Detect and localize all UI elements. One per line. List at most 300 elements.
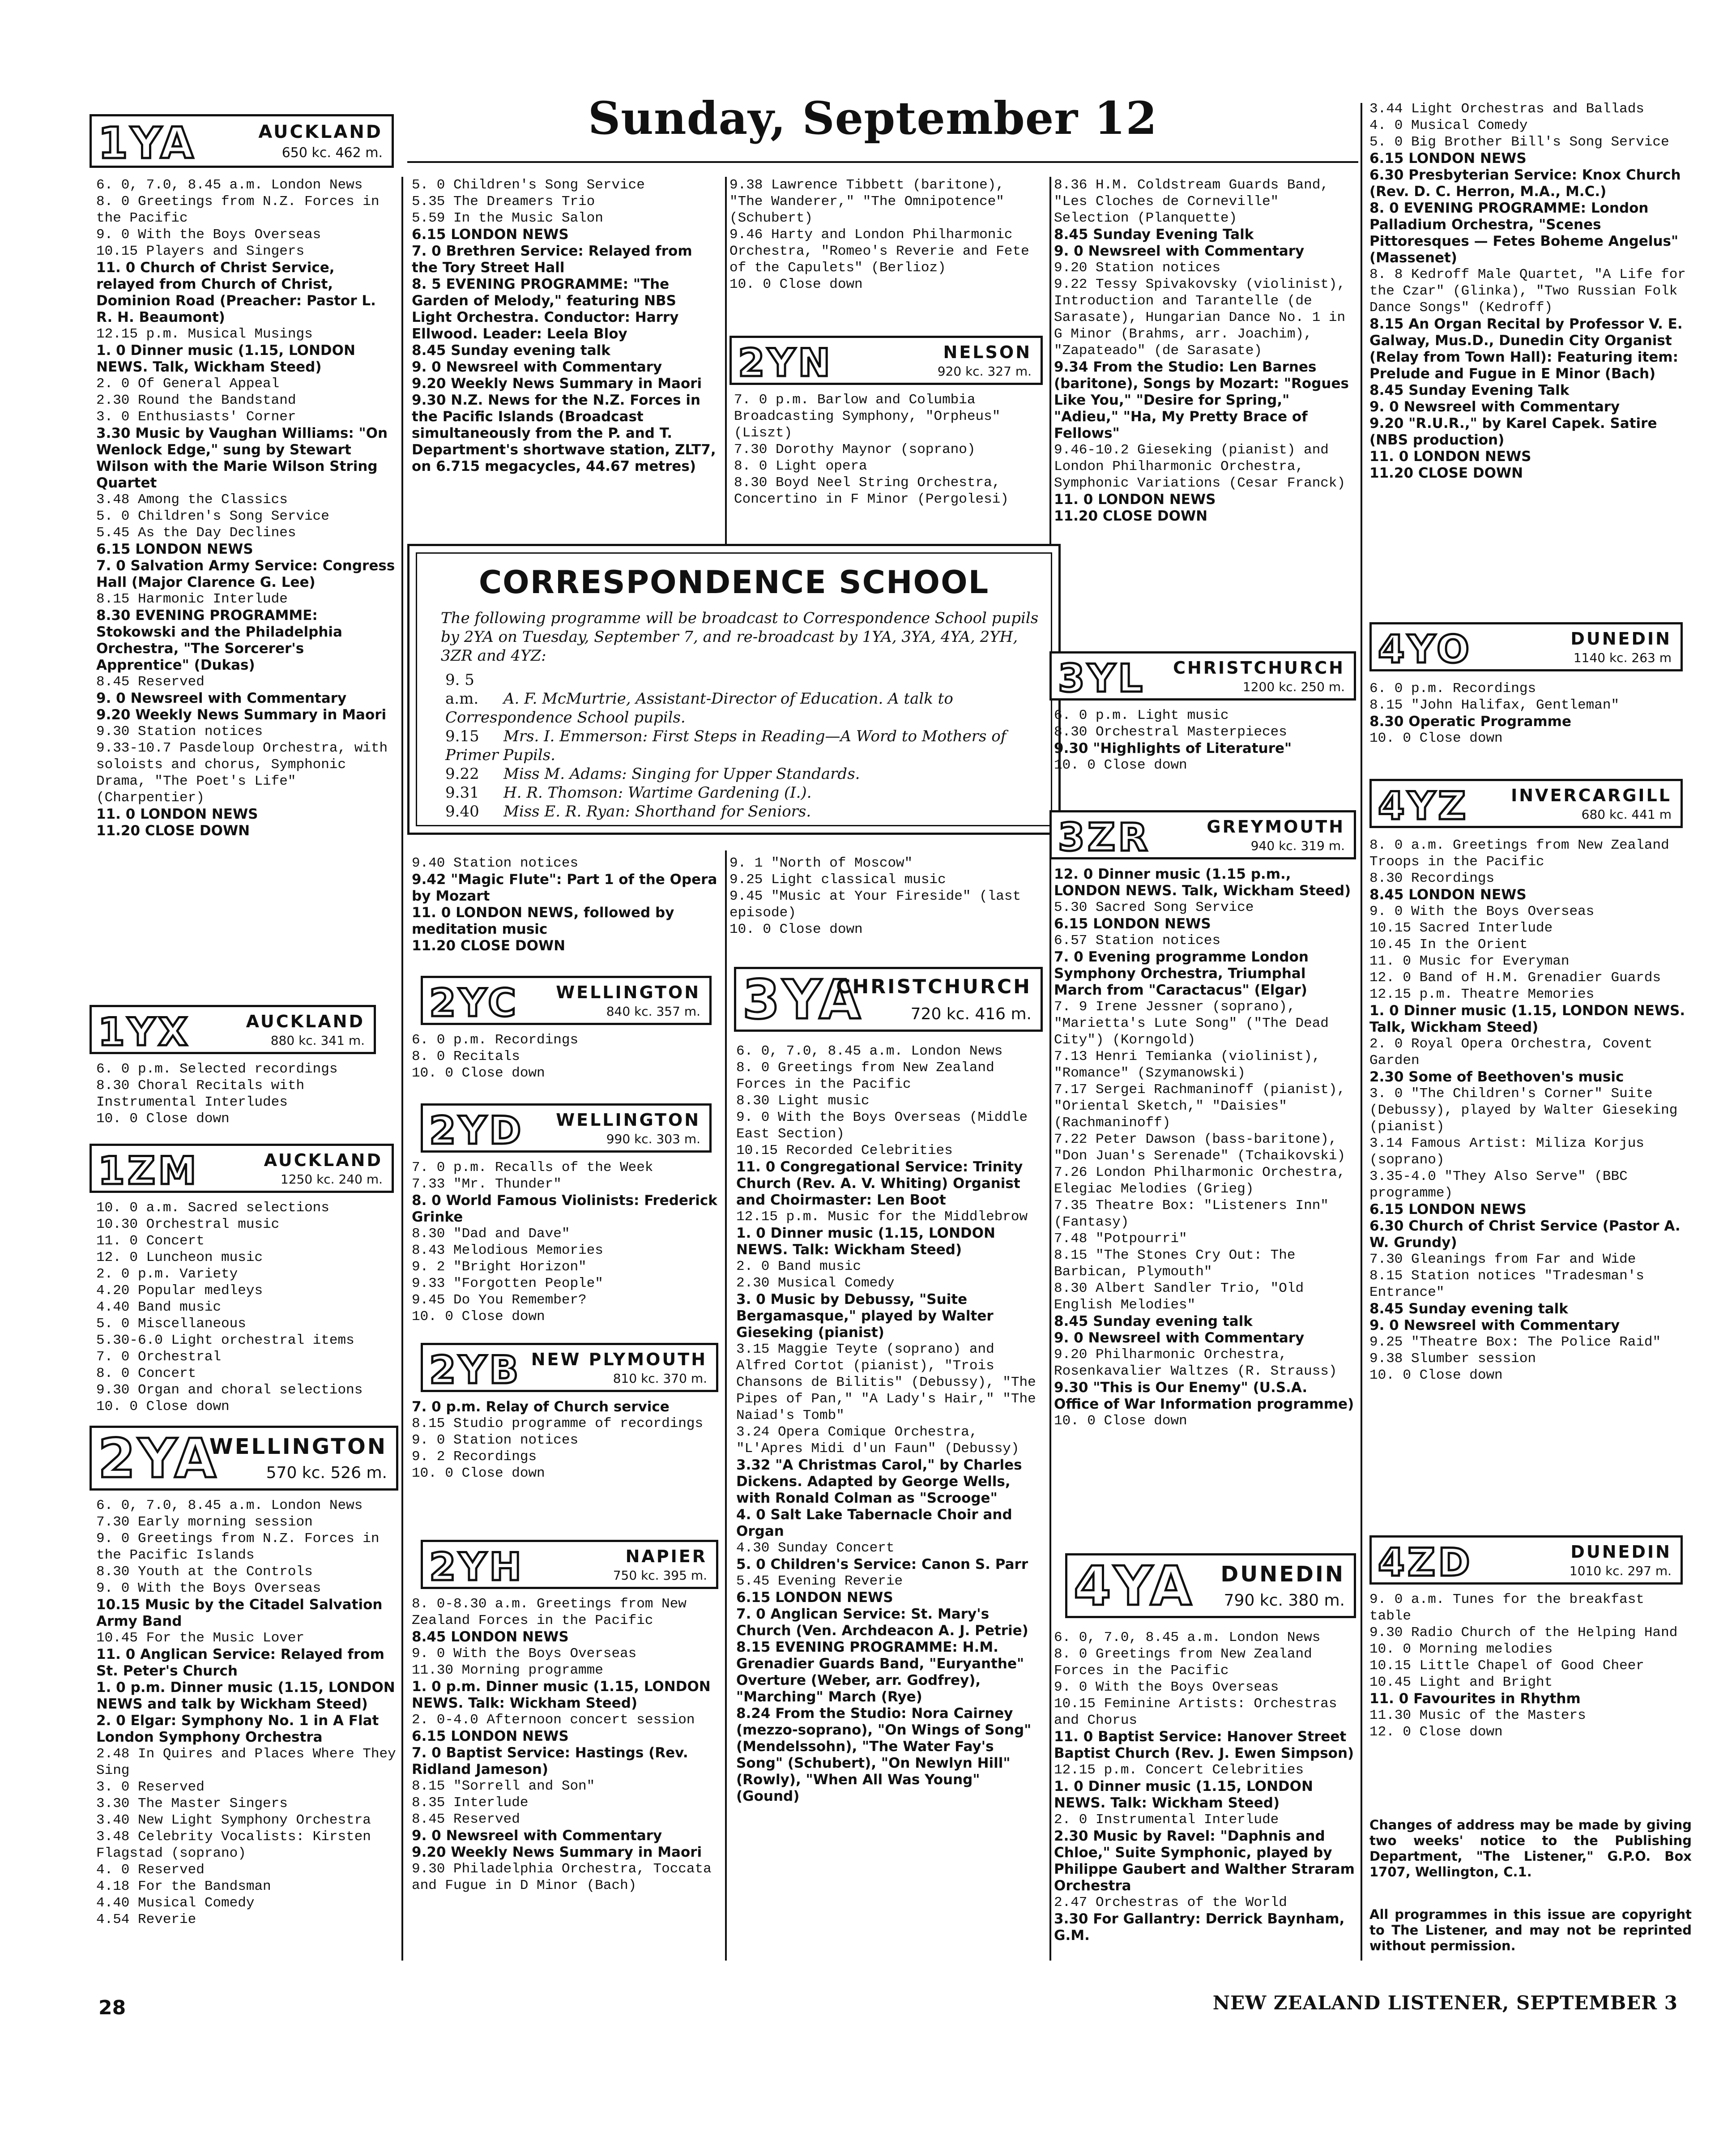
program-item: 9.25 Light classical music: [729, 872, 946, 888]
program-item: 6. 0 p.m. Light music: [1054, 708, 1229, 723]
program-item: 8.15 An Organ Recital by Professor V. E. Galway, Mus.D., Dunedin City Organist (Relay from Town Hall): Featuring item: Prelude and Fugue in E Minor (Bach): [1369, 316, 1683, 382]
program-item: 8.45 Reserved: [412, 1812, 520, 1827]
station-frequency: 570 kc. 526 m.: [266, 1464, 387, 1482]
program-item: 7. 0 p.m. Relay of Church service: [412, 1399, 670, 1415]
program-item: 2.47 Orchestras of the World: [1054, 1895, 1287, 1910]
program-item: 9. 0 Newsreel with Commentary: [1054, 1330, 1305, 1346]
program-item: 11. 0 Concert: [96, 1233, 205, 1249]
program-item: 9. 0 Newsreel with Commentary: [1369, 399, 1620, 415]
program-item: 2. 0 p.m. Variety: [96, 1266, 238, 1282]
program-item: 6.30 Presbyterian Service: Knox Church (Rev. D. C. Herron, M.A., M.C.): [1369, 167, 1681, 200]
program-item: 9.20 Weekly News Summary in Maori: [412, 1844, 702, 1860]
program-item: 10. 0 Close down: [412, 1065, 545, 1081]
correspondence-text: Mrs. I. Emmerson: First Steps in Reading—A Word to Mothers of Primer Pupils.: [445, 727, 1007, 764]
station-city: AUCKLAND: [264, 1150, 383, 1170]
program-item: 9.38 Lawrence Tibbett (baritone), "The Wanderer," "The Omnipotence" (Schubert): [729, 177, 1004, 226]
program-item: 5.30 Sacred Song Service: [1054, 900, 1254, 915]
program-item: 8. 0 a.m. Greetings from New Zealand Troops in the Pacific: [1369, 837, 1669, 870]
station-city: CHRISTCHURCH: [836, 975, 1032, 998]
program-item: 10. 0 Close down: [729, 277, 863, 292]
program-list-4ya-continued: [1369, 101, 1692, 482]
program-item: 10.15 Feminine Artists: Orchestras and Chorus: [1054, 1696, 1337, 1728]
program-list-3yl: [1054, 707, 1356, 773]
station-frequency: 810 kc. 370 m.: [613, 1371, 707, 1386]
program-item: 7. 0 Brethren Service: Relayed from the Tory Street Hall: [412, 243, 692, 276]
program-item: 9.45 "Music at Your Fireside" (last episode): [729, 889, 1021, 921]
program-item: 8.45 Sunday evening talk: [1369, 1301, 1568, 1317]
page-title: Sunday, September 12: [588, 92, 1158, 145]
program-list-1yx: [96, 1061, 396, 1127]
header-rule: [407, 161, 1358, 163]
program-item: 10.45 In the Orient: [1369, 937, 1528, 953]
program-item: 11. 0 LONDON NEWS: [1369, 449, 1531, 465]
program-item: 9. 0 With the Boys Overseas (Middle East Section): [736, 1110, 1028, 1142]
station-callsign: 4YA: [1074, 1555, 1194, 1618]
program-item: 10. 0 a.m. Sacred selections: [96, 1200, 329, 1216]
program-item: 7.33 "Mr. Thunder": [412, 1176, 562, 1192]
program-item: 5.45 Evening Reverie: [736, 1573, 903, 1589]
station-callsign: 2YD: [429, 1108, 524, 1153]
program-item: 8.30 Orchestral Masterpieces: [1054, 724, 1287, 740]
program-item: 9.30 Radio Church of the Helping Hand: [1369, 1625, 1678, 1641]
program-item: 3. 0 Reserved: [96, 1779, 205, 1795]
program-item: 3.24 Opera Comique Orchestra, "L'Apres Midi d'un Faun" (Debussy): [736, 1424, 1019, 1457]
program-item: 6. 0, 7.0, 8.45 a.m. London News: [1054, 1630, 1321, 1645]
copyright-notice: All programmes in this issue are copyright to The Listener, and may not be reprinted without permission.: [1369, 1907, 1692, 1953]
program-item: 3.30 Music by Vaughan Williams: "On Wenlock Edge," sung by Stewart Wilson with the Marie Wilson String Quartet: [96, 425, 388, 491]
program-item: 9. 0 With the Boys Overseas: [1054, 1679, 1279, 1695]
program-item: 9.20 "R.U.R.," by Karel Capek. Satire (NBS production): [1369, 415, 1657, 448]
program-item: 9.20 Weekly News Summary in Maori: [96, 707, 387, 723]
program-item: 8. 0 Greetings from N.Z. Forces in the Pacific: [96, 194, 380, 226]
station-header-4ya: [1065, 1553, 1356, 1618]
program-item: 8.45 Sunday evening talk: [1054, 1313, 1253, 1329]
program-item: 2.30 Round the Bandstand: [96, 393, 296, 408]
program-item: 9.34 From the Studio: Len Barnes (baritone), Songs by Mozart: "Rogues Like You," "Desire for Spring," "Adieu," "Ha, My Pretty Brace of Fellows": [1054, 359, 1349, 441]
program-item: 11. 0 Baptist Service: Hanover Street Baptist Church (Rev. J. Ewen Simpson): [1054, 1729, 1354, 1761]
program-item: 6.15 LONDON NEWS: [736, 1589, 893, 1606]
program-item: 2. 0-4.0 Afternoon concert session: [412, 1712, 695, 1728]
program-item: 3. 0 Music by Debussy, "Suite Bergamasque," played by Walter Gieseking (pianist): [736, 1291, 994, 1341]
station-callsign: 2YH: [429, 1545, 525, 1589]
program-item: 9. 0 With the Boys Overseas: [96, 1581, 321, 1596]
program-item: 3.44 Light Orchestras and Ballads: [1369, 101, 1644, 117]
program-item: 8. 0 World Famous Violinists: Frederick Grinke: [412, 1192, 717, 1225]
program-item: 9.30 Philadelphia Orchestra, Toccata and Fugue in D Minor (Bach): [412, 1861, 712, 1893]
program-item: 10. 0 Close down: [1054, 1413, 1187, 1429]
program-item: 11. 0 Music for Everyman: [1369, 953, 1570, 969]
program-item: 4.18 For the Bandsman: [96, 1879, 271, 1894]
program-item: 1. 0 Dinner music (1.15, LONDON NEWS. Talk, Wickham Steed): [1369, 1003, 1685, 1035]
program-item: 9. 0 Newsreel with Commentary: [1369, 1317, 1620, 1333]
correspondence-item: [445, 802, 1041, 821]
program-item: 9.22 Tessy Spivakovsky (violinist), Introduction and Tarantelle (de Sarasate), Hungarian Dance No. 1 in G Minor (Brahms, arr. Joachim), "Zapateado" (de Sarasate): [1054, 277, 1346, 359]
program-item: 6. 0 p.m. Selected recordings: [96, 1061, 338, 1077]
correspondence-heading: CORRESPONDENCE SCHOOL: [478, 564, 990, 601]
program-item: 9.46-10.2 Gieseking (pianist) and London Philharmonic Orchestra, Symphonic Variations (Cesar Franck): [1054, 442, 1346, 491]
program-item: 3.48 Celebrity Vocalists: Kirsten Flagstad (soprano): [96, 1829, 371, 1861]
station-city: DUNEDIN: [1570, 1542, 1672, 1562]
program-item: 9. 0 Newsreel with Commentary: [96, 690, 347, 706]
station-callsign: 1ZM: [98, 1149, 199, 1193]
program-item: 1. 0 Dinner music (1.15, LONDON NEWS. Talk: Wickham Steed): [1054, 1778, 1313, 1811]
program-item: 6. 0, 7.0, 8.45 a.m. London News: [736, 1043, 1003, 1059]
station-header-2yh: [421, 1540, 718, 1589]
program-item: 8.43 Melodious Memories: [412, 1243, 603, 1258]
station-city: AUCKLAND: [258, 122, 383, 142]
program-item: 7. 0 p.m. Recalls of the Week: [412, 1160, 653, 1175]
program-item: 6. 0, 7.0, 8.45 a.m. London News: [96, 1498, 363, 1513]
program-item: 10.15 Sacred Interlude: [1369, 920, 1553, 936]
correspondence-time: 9.22: [445, 765, 479, 783]
program-item: 10. 0 Close down: [729, 922, 863, 937]
program-item: 9.30 "Highlights of Literature": [1054, 740, 1292, 756]
station-city: NEW PLYMOUTH: [531, 1350, 707, 1369]
program-item: 9. 2 Recordings: [412, 1449, 537, 1465]
program-item: 8.30 Albert Sandler Trio, "Old English Melodies": [1054, 1281, 1304, 1313]
program-item: 2. 0 Elgar: Symphony No. 1 in A Flat London Symphony Orchestra: [96, 1713, 379, 1745]
program-item: 8.45 Sunday evening talk: [412, 342, 610, 359]
station-header-3ya: [734, 967, 1043, 1032]
station-city: DUNEDIN: [1220, 1562, 1345, 1587]
program-item: 8.45 Sunday Evening Talk: [1369, 382, 1570, 398]
program-item: 7. 0 Evening programme London Symphony Orchestra, Triumphal March from "Caractacus" (Elgar): [1054, 949, 1309, 998]
program-item: 8.30 Recordings: [1369, 871, 1495, 886]
program-item: 8.30 "Dad and Dave": [412, 1226, 570, 1242]
program-list-2yn-continued: [729, 855, 1043, 938]
station-header-1zm: [90, 1144, 394, 1193]
program-item: 10.15 Players and Singers: [96, 244, 305, 259]
program-item: 8. 0 EVENING PROGRAMME: London Palladium Orchestra, "Scenes Pittoresques — Fetes Boheme Angelus" (Massenet): [1369, 200, 1679, 266]
program-list-4zd: [1369, 1591, 1692, 1740]
station-callsign: 2YA: [98, 1428, 219, 1490]
program-item: 8.15 Station notices "Tradesman's Entrance": [1369, 1268, 1644, 1300]
program-item: 4. 0 Reserved: [96, 1862, 205, 1878]
program-item: 9.25 "Theatre Box: The Police Raid": [1369, 1334, 1661, 1350]
station-frequency: 750 kc. 395 m.: [613, 1568, 707, 1583]
program-item: 9.30 N.Z. News for the N.Z. Forces in the Pacific Islands (Broadcast simultaneously from the P. and T. Department's shortwave station, ZLT7, on 6.715 megacycles, 44.67 metres): [412, 392, 716, 474]
program-item: 8.15 EVENING PROGRAMME: H.M. Grenadier Guards Band, "Euryanthe" Overture (Weber, arr. Godfrey), "Marching" March (Rye): [736, 1639, 1024, 1705]
correspondence-school-box: [407, 544, 1061, 835]
program-item: 8.30 Choral Recitals with Instrumental Interludes: [96, 1078, 305, 1110]
station-header-2yb: [421, 1343, 718, 1392]
program-list-2yh: [412, 1596, 721, 1894]
program-item: 10.15 Little Chapel of Good Cheer: [1369, 1658, 1644, 1674]
program-item: 12. 0 Close down: [1369, 1724, 1503, 1740]
column-rule: [725, 177, 727, 544]
station-frequency: 1200 kc. 250 m.: [1242, 679, 1345, 694]
program-item: 1. 0 Dinner music (1.15, LONDON NEWS. Talk, Wickham Steed): [96, 342, 355, 375]
program-item: 9. 0 Greetings from N.Z. Forces in the Pacific Islands: [96, 1531, 380, 1563]
program-item: 3.35-4.0 "They Also Serve" (BBC programme): [1369, 1169, 1628, 1201]
program-item: 4. 0 Musical Comedy: [1369, 118, 1528, 133]
program-item: 7.30 Early morning session: [96, 1514, 313, 1530]
program-list-4yz: [1369, 837, 1692, 1384]
correspondence-item: [445, 783, 1041, 802]
program-item: 4.40 Musical Comedy: [96, 1895, 255, 1911]
program-item: 12.15 p.m. Theatre Memories: [1369, 987, 1595, 1002]
program-item: 9.20 Station notices: [1054, 260, 1221, 276]
correspondence-text: A. F. McMurtrie, Assistant-Director of Education. A talk to Correspondence School pupils.: [445, 690, 953, 726]
program-item: 11.20 CLOSE DOWN: [96, 823, 250, 839]
program-item: 6. 0 p.m. Recordings: [1369, 681, 1536, 696]
program-item: 8.30 Boyd Neel String Orchestra, Concertino in F Minor (Pergolesi): [734, 475, 1009, 507]
program-item: 2.48 In Quires and Places Where They Sing: [96, 1746, 396, 1778]
program-item: 9. 2 "Bright Horizon": [412, 1259, 587, 1275]
program-list-2yb: [412, 1399, 721, 1482]
program-item: 10. 0 Close down: [96, 1111, 230, 1127]
program-item: 9. 0 Newsreel with Commentary: [412, 359, 662, 375]
program-item: 11. 0 LONDON NEWS: [1054, 491, 1216, 508]
program-item: 7. 0 Baptist Service: Hastings (Rev. Ridland Jameson): [412, 1745, 688, 1777]
program-item: 11.20 CLOSE DOWN: [1369, 465, 1523, 481]
program-item: 9. 0 a.m. Tunes for the breakfast table: [1369, 1592, 1644, 1624]
station-city: INVERCARGILL: [1511, 786, 1672, 805]
program-item: 3.40 New Light Symphony Orchestra: [96, 1812, 371, 1828]
program-item: 5.30-6.0 Light orchestral items: [96, 1333, 354, 1348]
station-header-2ya: [90, 1426, 398, 1491]
program-item: 7. 0 p.m. Barlow and Columbia Broadcasting Symphony, "Orpheus" (Liszt): [734, 392, 1001, 441]
station-callsign: 3YA: [742, 969, 863, 1031]
program-item: 2.30 Some of Beethoven's music: [1369, 1069, 1624, 1085]
program-item: 4.20 Popular medleys: [96, 1283, 263, 1299]
program-item: 10. 0 Close down: [412, 1465, 545, 1481]
correspondence-text: Miss E. R. Ryan: Shorthand for Seniors.: [503, 803, 811, 820]
program-item: 7. 0 Salvation Army Service: Congress Hall (Major Clarence G. Lee): [96, 558, 395, 590]
station-city: WELLINGTON: [556, 1110, 700, 1130]
program-item: 3.15 Maggie Teyte (soprano) and Alfred Cortot (pianist), "Trois Chansons de Bilitis" (Debussy), "The Pipes of Pan," "A Lady's Hair," "The Naiad's Tomb": [736, 1342, 1036, 1423]
program-item: 7.17 Sergei Rachmaninoff (pianist), "Oriental Sketch," "Daisies" (Rachmaninoff): [1054, 1082, 1346, 1131]
program-item: 4. 0 Salt Lake Tabernacle Choir and Organ: [736, 1507, 1012, 1539]
program-item: 1. 0 Dinner music (1.15, LONDON NEWS. Talk: Wickham Steed): [736, 1225, 995, 1258]
program-item: 8. 5 EVENING PROGRAMME: "The Garden of Melody," featuring NBS Light Orchestra. Conductor: Harry Ellwood. Leader: Leela Bloy: [412, 276, 679, 342]
program-list-1zm: [96, 1200, 396, 1415]
program-item: 7. 0 Anglican Service: St. Mary's Church (Ven. Archdeacon A. J. Petrie): [736, 1606, 1028, 1639]
program-item: 3.30 The Master Singers: [96, 1796, 288, 1812]
program-item: 10. 0 Close down: [1369, 1367, 1503, 1383]
program-item: 12. 0 Luncheon music: [96, 1250, 263, 1265]
program-item: 7.30 Dorothy Maynor (soprano): [734, 442, 976, 457]
program-item: 7.48 "Potpourri": [1054, 1231, 1187, 1247]
program-item: 12.15 p.m. Concert Celebrities: [1054, 1762, 1304, 1778]
program-list-2ya-continued: [412, 177, 718, 475]
program-item: 10.15 Music by the Citadel Salvation Army Band: [96, 1597, 383, 1629]
program-item: 9. 0 With the Boys Overseas: [1369, 904, 1595, 919]
program-item: 9.45 Do You Remember?: [412, 1292, 587, 1308]
program-item: 11. 0 LONDON NEWS, followed by meditation music: [412, 905, 674, 937]
program-item: 8. 8 Kedroff Male Quartet, "A Life for the Czar" (Glinka), "Two Russian Folk Dance Songs" (Kedroff): [1369, 267, 1686, 316]
station-frequency: 920 kc. 327 m.: [937, 364, 1032, 379]
program-list-2yc: [412, 1032, 721, 1081]
program-item: 8.15 Harmonic Interlude: [96, 591, 288, 607]
program-item: 3. 0 Enthusiasts' Corner: [96, 409, 296, 425]
program-item: 2. 0 Royal Opera Orchestra, Covent Garden: [1369, 1036, 1653, 1068]
program-item: 8.15 Studio programme of recordings: [412, 1416, 704, 1431]
program-item: 4.40 Band music: [96, 1299, 222, 1315]
program-list-4ya: [1054, 1629, 1356, 1944]
station-header-4zd: [1369, 1535, 1683, 1585]
station-callsign: 4ZD: [1378, 1540, 1473, 1585]
address-notice: Changes of address may be made by giving two weeks' notice to the Publishing Department, "The Listener," G.P.O. Box 1707, Wellington, C.1.: [1369, 1817, 1692, 1880]
program-item: 8.36 H.M. Coldstream Guards Band, "Les Cloches de Corneville" Selection (Planquette): [1054, 177, 1329, 226]
program-item: 5.59 In the Music Salon: [412, 210, 603, 226]
station-callsign: 3ZR: [1058, 815, 1151, 860]
program-item: 7.26 London Philharmonic Orchestra, Elegiac Melodies (Grieg): [1054, 1165, 1346, 1197]
program-item: 8.30 EVENING PROGRAMME: Stokowski and the Philadelphia Orchestra, "The Sorcerer's Apprentice" (Dukas): [96, 607, 342, 673]
station-city: WELLINGTON: [556, 983, 700, 1002]
program-item: 1. 0 p.m. Dinner music (1.15, LONDON NEWS. Talk: Wickham Steed): [412, 1679, 711, 1711]
correspondence-item: [445, 765, 1041, 783]
page-number: 28: [98, 1996, 126, 2019]
program-item: 7. 9 Irene Jessner (soprano), "Marietta's Lute Song" ("The Dead City") (Korngold): [1054, 999, 1329, 1048]
station-header-2yd: [421, 1103, 712, 1153]
program-item: 9.42 "Magic Flute": Part 1 of the Opera by Mozart: [412, 872, 717, 904]
station-header-1ya: [90, 114, 394, 168]
program-item: 10.45 Light and Bright: [1369, 1675, 1553, 1690]
station-frequency: 720 kc. 416 m.: [910, 1005, 1032, 1023]
station-city: GREYMOUTH: [1207, 817, 1345, 837]
program-item: 8.45 LONDON NEWS: [412, 1629, 569, 1645]
masthead-footer: NEW ZEALAND LISTENER, SEPTEMBER 3: [1212, 1992, 1678, 2014]
program-item: 8. 0 Recitals: [412, 1049, 520, 1064]
station-callsign: 1YA: [98, 118, 196, 168]
program-list-1ya: [96, 177, 396, 839]
program-item: 4.54 Reverie: [96, 1912, 196, 1927]
correspondence-intro: The following programme will be broadcast to Correspondence School pupils by 2YA on Tuesday, September 7, and re-broadcast by 1YA, 3YA, 4YA, 2YH, 3ZR and 4YZ:: [441, 609, 1039, 665]
program-item: 10. 0 Close down: [1369, 731, 1503, 746]
correspondence-time: 9.40: [445, 803, 479, 820]
program-item: 9.20 Weekly News Summary in Maori: [412, 376, 702, 392]
program-item: 9.30 Organ and choral selections: [96, 1382, 363, 1398]
station-city: AUCKLAND: [246, 1012, 365, 1031]
program-item: 6.15 LONDON NEWS: [1369, 1201, 1527, 1218]
program-item: 7.30 Gleanings from Far and Wide: [1369, 1252, 1636, 1267]
column-rule: [1361, 103, 1362, 1961]
program-item: 9. 0 With the Boys Overseas: [412, 1646, 637, 1662]
program-item: 3.14 Famous Artist: Miliza Korjus (soprano): [1369, 1136, 1644, 1168]
program-item: 11.30 Music of the Masters: [1369, 1708, 1586, 1723]
station-frequency: 1010 kc. 297 m.: [1569, 1564, 1672, 1578]
station-frequency: 1250 kc. 240 m.: [280, 1172, 383, 1187]
station-frequency: 990 kc. 303 m.: [606, 1132, 700, 1146]
correspondence-text: Miss M. Adams: Singing for Upper Standards.: [503, 765, 860, 783]
program-item: 9. 0 Newsreel with Commentary: [1054, 243, 1305, 259]
program-item: 5. 0 Children's Service: Canon S. Parr: [736, 1556, 1028, 1572]
station-header-4yz: [1369, 779, 1683, 828]
program-item: 12. 0 Dinner music (1.15 p.m., LONDON NEWS. Talk, Wickham Steed): [1054, 866, 1351, 899]
station-city: NAPIER: [625, 1547, 707, 1566]
program-item: 8. 0 Greetings from New Zealand Forces in the Pacific: [1054, 1646, 1312, 1679]
station-callsign: 1YX: [98, 1010, 191, 1055]
program-item: 5.35 The Dreamers Trio: [412, 194, 595, 209]
program-list-3ya: [736, 1043, 1045, 1805]
program-item: 6.15 LONDON NEWS: [1369, 150, 1527, 167]
program-item: 6. 0 p.m. Recordings: [412, 1032, 579, 1048]
program-item: 5. 0 Miscellaneous: [96, 1316, 246, 1332]
station-callsign: 4YO: [1378, 627, 1472, 672]
program-list-2yc-pre: [412, 855, 721, 954]
program-item: 9.30 "This is Our Enemy" (U.S.A. Office of War Information programme): [1054, 1380, 1354, 1412]
program-item: 8. 0 Greetings from New Zealand Forces in the Pacific: [736, 1060, 994, 1092]
program-item: 5.45 As the Day Declines: [96, 525, 296, 541]
program-item: 2.30 Music by Ravel: "Daphnis and Chloe," Suite Symphonic, played by Philippe Gaubert and Walther Straram Orchestra: [1054, 1828, 1355, 1894]
column-rule: [1049, 850, 1051, 1961]
program-item: 11. 0 Anglican Service: Relayed from St. Peter's Church: [96, 1646, 384, 1679]
program-item: 11.20 CLOSE DOWN: [1054, 508, 1208, 524]
program-item: 12.15 p.m. Musical Musings: [96, 326, 313, 342]
program-item: 9. 0 With the Boys Overseas: [96, 227, 321, 243]
program-item: 3.32 "A Christmas Carol," by Charles Dickens. Adapted by George Wells, with Ronald Colman as "Scrooge": [736, 1457, 1022, 1506]
program-item: 6.15 LONDON NEWS: [412, 226, 569, 243]
station-header-2yc: [421, 976, 712, 1025]
program-item: 8.30 Youth at the Controls: [96, 1564, 313, 1580]
column-rule: [1049, 177, 1051, 544]
program-item: 8. 0 Light opera: [734, 458, 867, 474]
program-item: 8.15 "The Stones Cry Out: The Barbican, Plymouth": [1054, 1248, 1296, 1280]
program-item: 9. 1 "North of Moscow": [729, 855, 913, 871]
program-item: 5. 0 Big Brother Bill's Song Service: [1369, 134, 1669, 150]
station-callsign: 2YC: [429, 981, 519, 1025]
correspondence-text: H. R. Thomson: Wartime Gardening (I.).: [503, 784, 812, 802]
program-item: 2. 0 Band music: [736, 1259, 862, 1274]
correspondence-time: 9. 5 a.m.: [445, 671, 479, 708]
program-item: 12.15 p.m. Music for the Middlebrow: [736, 1209, 1028, 1225]
program-item: 10. 0 Close down: [1054, 757, 1187, 773]
column-rule: [725, 850, 727, 1961]
station-header-2yn: [729, 336, 1043, 385]
station-frequency: 790 kc. 380 m.: [1224, 1591, 1345, 1610]
program-item: 8. 0 Concert: [96, 1366, 196, 1381]
program-item: 2. 0 Of General Appeal: [96, 376, 280, 392]
program-item: 3. 0 "The Children's Corner" Suite (Debussy), played by Walter Gieseking (pianist): [1369, 1086, 1678, 1135]
program-item: 11. 0 Church of Christ Service, relayed from Church of Christ, Dominion Road (Preacher: Pastor L. R. H. Beaumont): [96, 260, 376, 325]
station-callsign: 4YZ: [1378, 784, 1469, 829]
program-item: 8.45 Reserved: [96, 674, 205, 690]
station-city: WELLINGTON: [209, 1434, 387, 1459]
correspondence-item: [445, 671, 1041, 727]
program-list-3zr: [1054, 866, 1356, 1429]
program-item: 11.30 Morning programme: [412, 1662, 603, 1678]
station-frequency: 940 kc. 319 m.: [1250, 838, 1345, 853]
program-item: 8.30 Light music: [736, 1093, 870, 1109]
station-city: DUNEDIN: [1570, 629, 1672, 649]
program-item: 12. 0 Band of H.M. Grenadier Guards: [1369, 970, 1661, 986]
program-item: 8.45 Sunday Evening Talk: [1054, 226, 1254, 243]
program-item: 10. 0 Morning melodies: [1369, 1641, 1553, 1657]
correspondence-item: [445, 727, 1041, 765]
station-header-4yo: [1369, 622, 1683, 671]
program-item: 3.48 Among the Classics: [96, 492, 288, 508]
program-list-4yo: [1369, 680, 1692, 747]
program-item: 11. 0 Favourites in Rhythm: [1369, 1691, 1581, 1707]
program-item: 5. 0 Children's Song Service: [412, 177, 645, 193]
program-item: 4.30 Sunday Concert: [736, 1540, 895, 1556]
program-item: 2.30 Musical Comedy: [736, 1275, 895, 1291]
program-item: 5. 0 Children's Song Service: [96, 508, 329, 524]
station-callsign: 3YL: [1058, 656, 1145, 701]
program-item: 7.13 Henri Temianka (violinist), "Romance" (Szymanowski): [1054, 1049, 1321, 1081]
station-city: CHRISTCHURCH: [1173, 658, 1345, 678]
program-item: 7.22 Peter Dawson (bass-baritone), "Don Juan's Serenade" (Tchaikovski): [1054, 1132, 1346, 1164]
program-item: 9.33-10.7 Pasdeloup Orchestra, with soloists and chorus, Symphonic Drama, "The Poet's Life" (Charpentier): [96, 740, 388, 806]
program-item: 10. 0 Close down: [412, 1309, 545, 1324]
program-item: 6.30 Church of Christ Service (Pastor A. W. Grundy): [1369, 1218, 1681, 1251]
program-item: 8.15 "Sorrell and Son": [412, 1778, 595, 1794]
program-item: 10.30 Orchestral music: [96, 1217, 280, 1232]
program-item: 9.38 Slumber session: [1369, 1351, 1536, 1367]
program-list-2ya: [96, 1497, 396, 1928]
program-item: 6. 0, 7.0, 8.45 a.m. London News: [96, 177, 363, 193]
